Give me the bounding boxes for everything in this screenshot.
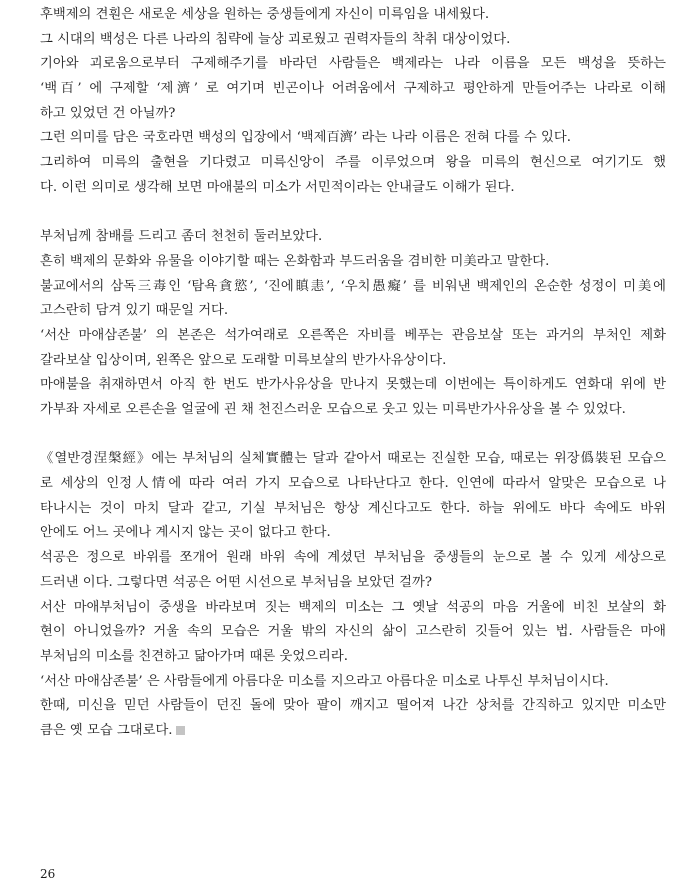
- paragraph-2: [40, 225, 666, 423]
- text-line: 한때, 미신을 믿던 사람들이 던진 돌에 맞아 팔이 깨지고 떨어져 나간 상처를 간직하고 있지만 미소만: [40, 698, 666, 714]
- text-line: 안에도 어느 곳에나 계시지 않는 곳이 없다고 한다.: [40, 525, 331, 541]
- paragraph-gap: [40, 201, 666, 226]
- last-line-text: 큼은 옛 모습 그대로다.: [40, 722, 173, 738]
- text-line: 그리하여 미륵의 출현을 기다렸고 미륵신앙이 주를 이루었으며 왕을 미륵의 현신으로 여기기도 했: [40, 155, 666, 171]
- text-line: ‘백百’ 에 구제할 ‘제濟’ 로 여기며 빈곤이나 어려움에서 구제하고 평안하게 만들어주는 나라로 이해: [40, 81, 666, 97]
- text-line: 그 시대의 백성은 다른 나라의 침략에 늘상 괴로웠고 권력자들의 착취 대상이었다.: [40, 31, 511, 47]
- text-line: 기아와 괴로움으로부터 구제해주기를 바라던 사람들은 백제라는 나라 이름을 모든 백성을 뜻하는: [40, 56, 666, 72]
- text-line: 드러낸 이다. 그렇다면 석공은 어떤 시선으로 부처님을 보았던 걸까?: [40, 574, 432, 590]
- text-line: 고스란히 담겨 있기 때문일 거다.: [40, 303, 229, 319]
- text-line: 마애불을 취재하면서 아직 한 번도 반가사유상을 만나지 못했는데 이번에는 특이하게도 연화대 위에 반: [40, 377, 666, 393]
- page-number: 26: [40, 867, 56, 881]
- text-line: 부처님께 참배를 드리고 좀더 천천히 둘러보았다.: [40, 229, 323, 245]
- body-text: [40, 3, 666, 744]
- end-of-article-mark: [176, 726, 185, 735]
- paragraph-1: [40, 3, 666, 201]
- text-line: 가부좌 자세로 오른손을 얼굴에 괸 채 천진스러운 모습으로 웃고 있는 미륵반가사유상을 볼 수 있었다.: [40, 402, 626, 417]
- text-line: 서산 마애부처님이 중생을 바라보며 짓는 백제의 미소는 그 옛날 석공의 마음 거울에 비친 보살의 화: [40, 599, 666, 615]
- text-line: ‘서산 마애삼존불’ 의 본존은 석가여래로 오른쪽은 자비를 베푸는 관음보살 또는 과거의 부처인 제화: [40, 327, 666, 343]
- text-line: 현이 아니었을까? 거울 속의 모습은 거울 밖의 자신의 삶이 고스란히 깃들어 있는 법. 사람들은 마애: [40, 624, 666, 640]
- text-line-last: [40, 719, 666, 744]
- text-line: 타나시는 것이 마치 달과 같고, 기실 부처님은 항상 계신다고도 한다. 하늘 위에도 바다 속에도 바위: [40, 500, 666, 516]
- text-line: 석공은 정으로 바위를 쪼개어 원래 바위 속에 계셨던 부처님을 중생들의 눈으로 볼 수 있게 세상으로: [40, 550, 666, 566]
- text-line: 부처님의 미소를 친견하고 닮아가며 때론 웃었으리라.: [40, 648, 348, 664]
- paragraph-3: [40, 447, 666, 743]
- text-line: 그런 의미를 담은 국호라면 백성의 입장에서 ‘백제百濟’ 라는 나라 이름은 전혀 다를 수 있다.: [40, 130, 571, 146]
- text-line: 하고 있었던 건 아닐까?: [40, 105, 176, 121]
- text-line: 흔히 백제의 문화와 유물을 이야기할 때는 온화함과 부드러움을 겸비한 미美라고 말한다.: [40, 253, 550, 269]
- text-line: ‘서산 마애삼존불’ 은 사람들에게 아름다운 미소를 지으라고 아름다운 미소로 나투신 부처님이시다.: [40, 673, 609, 689]
- text-line: 로 세상의 인정人情에 따라 여러 가지 모습으로 나타난다고 한다. 인연에 따라서 알맞은 모습으로 나: [40, 476, 666, 492]
- text-line: 불교에서의 삼독三毒인 ‘탐욕貪慾’, ‘진에瞋恚’, ‘우치愚癡’ 를 비워낸 백제인의 온순한 성정이 미美에: [40, 278, 666, 294]
- text-line: 후백제의 견훤은 새로운 세상을 원하는 중생들에게 자신이 미륵임을 내세웠다.: [40, 7, 490, 22]
- text-line: 《열반경涅槃經》에는 부처님의 실체實體는 달과 같아서 때로는 진실한 모습, 때로는 위장僞裝된 모습으: [40, 451, 666, 467]
- paragraph-gap: [40, 423, 666, 448]
- text-line: 갈라보살 입상이며, 왼쪽은 앞으로 도래할 미륵보살의 반가사유상이다.: [40, 352, 447, 368]
- text-line: 다. 이런 의미로 생각해 보면 마애불의 미소가 서민적이라는 안내글도 이해가 된다.: [40, 179, 515, 195]
